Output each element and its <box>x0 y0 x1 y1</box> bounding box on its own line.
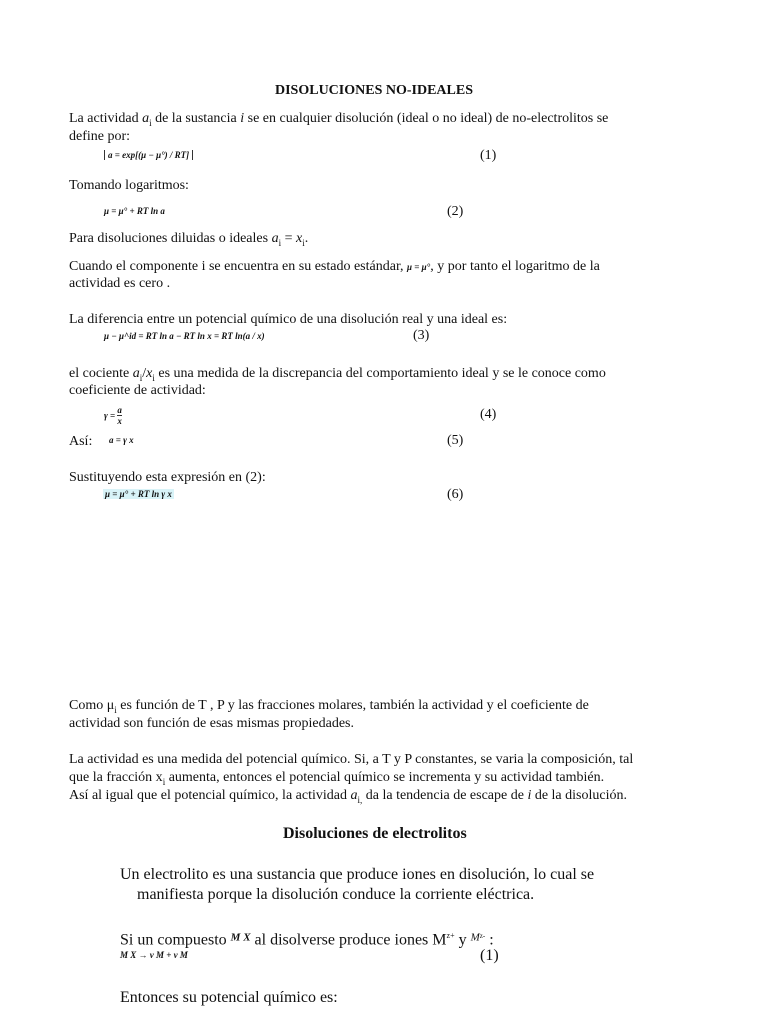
paragraph-compound-ions: Si un compuesto $^{M X}$ al disolverse produce iones $M^{z+}$ y $^{Mz-}$ : <box>120 931 494 949</box>
paragraph-asi-label: Así: <box>69 434 93 449</box>
equation-2: μ = μ° + RT ln a <box>104 206 165 216</box>
equation-number-3: (3) <box>413 328 430 343</box>
equation-number-5: (5) <box>447 433 464 448</box>
equation-4: γ = $\frac{a}{x}$ <box>104 405 122 426</box>
paragraph-dilute-solutions: Para disoluciones diluidas o ideales $a_i = x_i$. <box>69 231 309 248</box>
paragraph-activity-measure-line3: Así al igual que el potencial químico, la actividad $a_{i,}$ da la tendencia de escape de i de la disolución. <box>69 788 627 805</box>
paragraph-quotient-line2: coeficiente de actividad: <box>69 383 206 398</box>
equation-5: a = γ x <box>109 435 134 445</box>
equation-1: a = exp[(μ − μ°) / RT] <box>104 150 193 160</box>
paragraph-substituting: Sustituyendo esta expresión en (2): <box>69 470 266 485</box>
paragraph-activity-definition: La actividad $a_i$ de la sustancia i se en cualquier disolución (ideal o no ideal) de no-electrolitos se <box>69 111 609 128</box>
equation-6: μ = μ° + RT ln γ x <box>105 489 172 499</box>
paragraph-standard-state-line2: actividad es cero . <box>69 276 171 291</box>
equation-number-2: (2) <box>447 204 464 219</box>
paragraph-standard-state: Cuando el componente i se encuentra en su estado estándar, μ = μ°, y por tanto el logaritmo de la <box>69 259 600 274</box>
equation-number-4: (4) <box>480 407 497 422</box>
equation-number-6: (6) <box>447 487 464 502</box>
paragraph-activity-definition-line2: define por: <box>69 129 131 144</box>
equation-3: μ − μ^id = RT ln a − RT ln x = RT ln(a / x) <box>104 331 265 341</box>
paragraph-activity-measure-line2: que la fracción $x_i$ aumenta, entonces el potencial químico se incrementa y su actividad también. <box>69 770 605 787</box>
paragraph-mu-function: Como $\mu_i$ es función de T , P y las fracciones molares, también la actividad y el coeficiente de <box>69 698 589 715</box>
equation-electrolyte-number-1: (1) <box>480 947 499 964</box>
paragraph-mu-function-line2: actividad son función de esas mismas propiedades. <box>69 716 354 731</box>
paragraph-quotient: el cociente $a_i/x_i$ es una medida de la discrepancia del comportamiento ideal y se le conoce como <box>69 366 606 383</box>
paragraph-difference: La diferencia entre un potencial químico de una disolución real y una ideal es: <box>69 312 508 327</box>
equation-number-1: (1) <box>480 148 497 163</box>
section-heading-electrolytes: Disoluciones de electrolitos <box>283 825 467 842</box>
equation-electrolyte-1: M X → ν M + ν M <box>120 950 188 960</box>
page-title: DISOLUCIONES NO-IDEALES <box>275 83 473 98</box>
paragraph-activity-measure: La actividad es una medida del potencial químico. Si, a T y P constantes, se varia la composición, tal <box>69 752 634 767</box>
paragraph-electrolyte-definition-line2: manifiesta porque la disolución conduce la corriente eléctrica. <box>137 886 535 903</box>
paragraph-logarithms: Tomando logaritmos: <box>69 178 189 193</box>
paragraph-chemical-potential: Entonces su potencial químico es: <box>120 989 338 1006</box>
paragraph-electrolyte-definition: Un electrolito es una sustancia que produce iones en disolución, lo cual se <box>120 866 595 883</box>
